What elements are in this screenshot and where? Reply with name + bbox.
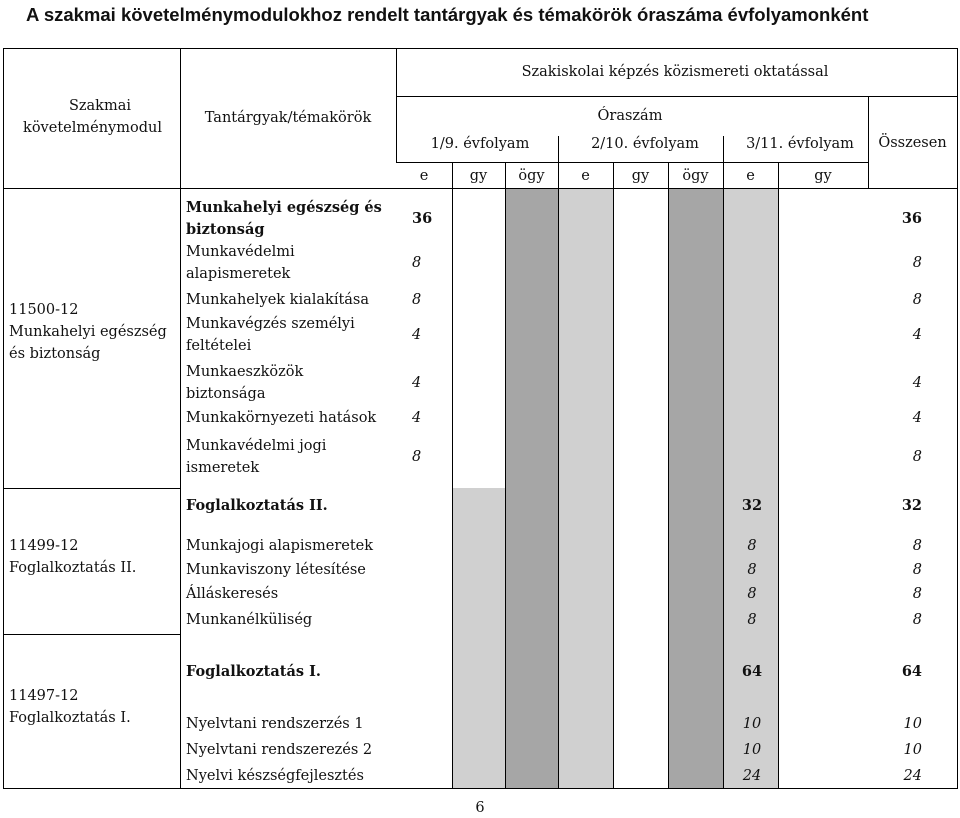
hours-value: 8 <box>412 449 422 465</box>
subcolumn-header: gy <box>469 168 488 184</box>
total-value: 10 <box>903 742 922 758</box>
col-divider <box>396 48 397 162</box>
subject-name: alapismeretek <box>186 266 291 282</box>
module-column-header: követelménymodul <box>23 120 162 136</box>
column-shading <box>723 188 778 788</box>
total-value: 24 <box>903 768 922 784</box>
total-value: 8 <box>912 612 922 628</box>
page-number: 6 <box>475 800 485 816</box>
module-divider <box>3 488 180 489</box>
module-code: Foglalkoztatás II. <box>9 560 137 576</box>
hours-value: 8 <box>412 255 422 271</box>
subject-name: Munkavégzés személyi <box>186 316 355 332</box>
hours-header: Óraszám <box>597 108 663 124</box>
table-border-top <box>3 48 957 49</box>
subject-name: Nyelvtani rendszerezés 2 <box>186 742 373 758</box>
subject-name: feltételei <box>186 338 252 354</box>
module-code: 11497-12 <box>9 688 79 704</box>
hours-value: 8 <box>747 612 757 628</box>
subcolumn-header: e <box>419 168 429 184</box>
subject-column-header: Tantárgyak/témakörök <box>204 110 372 126</box>
subject-name: Foglalkoztatás II. <box>186 497 328 514</box>
hours-value: 10 <box>742 742 762 758</box>
subcolumn-header: e <box>746 168 755 184</box>
hours-value: 4 <box>412 410 422 426</box>
subcolumn-header: gy <box>631 168 650 184</box>
subject-name: Munkajogi alapismeretek <box>186 538 374 554</box>
module-code: Foglalkoztatás I. <box>9 710 131 726</box>
subject-name: Munkahelyi egészség és <box>186 199 382 216</box>
total-header: Összesen <box>878 135 947 151</box>
subject-name: Munkakörnyezeti hatások <box>186 410 377 426</box>
subject-name: Nyelvi készségfejlesztés <box>186 768 364 784</box>
total-value: 8 <box>912 449 922 465</box>
total-value: 32 <box>901 497 922 514</box>
subcol-divider <box>505 162 506 788</box>
subcol-divider <box>723 162 724 788</box>
subject-name: Munkahelyek kialakítása <box>186 292 370 308</box>
column-shading <box>505 188 558 788</box>
total-value: 8 <box>912 562 922 578</box>
subject-name: Munkavédelmi <box>186 244 295 260</box>
total-value: 4 <box>912 375 922 391</box>
module-code: Munkahelyi egészség <box>9 324 167 340</box>
header-line <box>396 162 868 163</box>
hours-value: 24 <box>742 768 762 784</box>
subject-name: Foglalkoztatás I. <box>186 663 321 680</box>
module-column-header: Szakmai <box>68 98 132 114</box>
module-code: és biztonság <box>9 346 101 362</box>
subject-name: Munkaeszközök <box>186 364 304 380</box>
hours-value: 32 <box>741 497 763 514</box>
hours-value: 4 <box>412 327 422 343</box>
total-value: 8 <box>912 538 922 554</box>
total-value: 36 <box>901 210 922 227</box>
subject-name: Munkaviszony létesítése <box>186 562 366 578</box>
header-line <box>396 96 957 97</box>
total-value: 4 <box>912 410 922 426</box>
col-divider <box>180 48 181 788</box>
hours-value: 8 <box>747 562 757 578</box>
subcol-divider <box>452 162 453 788</box>
subject-name: biztonság <box>186 221 265 238</box>
training-type-header: Szakiskolai képzés közismereti oktatással <box>521 64 829 80</box>
hours-value: 8 <box>412 292 422 308</box>
hours-value: 36 <box>412 210 433 227</box>
subject-name: Munkanélküliség <box>186 612 313 628</box>
subcolumn-header: e <box>581 168 590 184</box>
column-shading <box>558 188 613 788</box>
subcol-divider <box>558 162 559 788</box>
subcol-divider <box>778 162 779 788</box>
table-border-right <box>957 48 958 789</box>
total-value: 10 <box>903 716 922 732</box>
total-value: 4 <box>912 327 922 343</box>
subcolumn-header: ögy <box>682 168 709 184</box>
hours-value: 8 <box>747 538 757 554</box>
subcol-divider <box>613 162 614 788</box>
total-value: 8 <box>912 255 922 271</box>
total-value: 8 <box>912 586 922 602</box>
year-header: 2/10. évfolyam <box>591 136 699 152</box>
subcolumn-header: ögy <box>518 168 545 184</box>
table-border-bottom <box>3 788 957 789</box>
module-code: 11499-12 <box>9 538 79 554</box>
column-shading <box>668 188 723 788</box>
hours-value: 64 <box>741 663 763 680</box>
year-header: 3/11. évfolyam <box>746 136 854 152</box>
header-line <box>3 188 957 189</box>
subcolumn-header: gy <box>814 168 832 184</box>
subject-name: Nyelvtani rendszerzés 1 <box>186 716 364 732</box>
hours-value: 8 <box>747 586 757 602</box>
table-border-left <box>3 48 4 788</box>
page-title: A szakmai követelménymodulokhoz rendelt tantárgyak és témakörök óraszáma évfolyamonként <box>26 4 869 25</box>
subject-name: Álláskeresés <box>186 586 279 602</box>
hours-value: 4 <box>412 375 422 391</box>
year-header: 1/9. évfolyam <box>430 136 530 152</box>
subject-name: biztonsága <box>186 386 266 402</box>
subcol-divider <box>668 162 669 788</box>
hours-value: 10 <box>742 716 762 732</box>
subject-name: ismeretek <box>186 460 260 476</box>
module-divider <box>3 634 180 635</box>
subject-name: Munkavédelmi jogi <box>186 438 327 454</box>
module-code: 11500-12 <box>9 302 79 318</box>
total-value: 64 <box>901 663 922 680</box>
column-shading <box>452 488 505 788</box>
total-value: 8 <box>912 292 922 308</box>
